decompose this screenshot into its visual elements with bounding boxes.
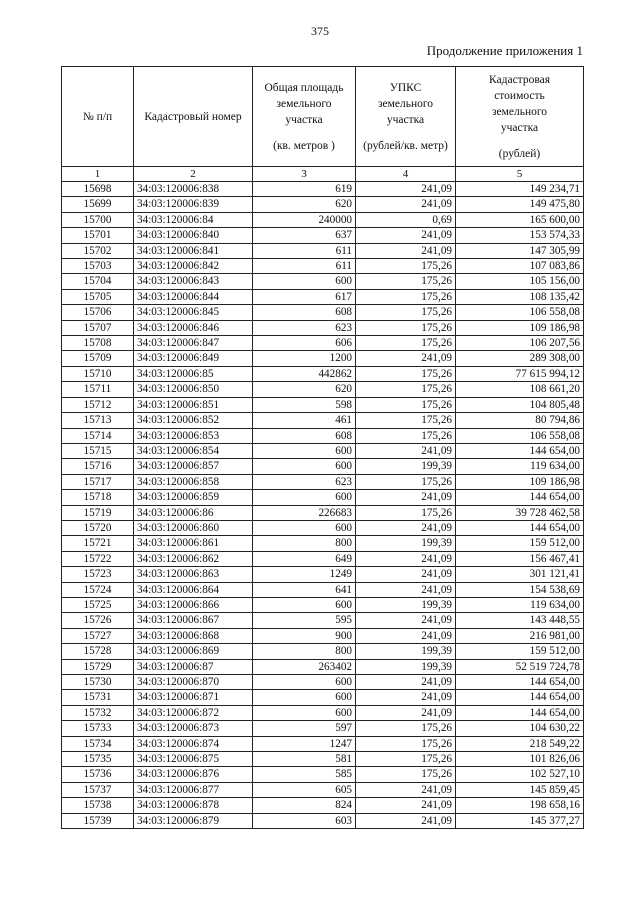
cadastral-value: 198 658,16	[456, 798, 584, 813]
upks-value: 241,09	[356, 182, 456, 197]
row-number: 15715	[62, 443, 134, 458]
area-value: 600	[253, 690, 356, 705]
cadastral-number: 34:03:120006:861	[134, 536, 253, 551]
cadastral-number: 34:03:120006:844	[134, 289, 253, 304]
table-row	[62, 659, 584, 674]
row-number: 15707	[62, 320, 134, 335]
table-row	[62, 782, 584, 797]
table-row	[62, 259, 584, 274]
table-row	[62, 366, 584, 381]
table-row	[62, 536, 584, 551]
table-row	[62, 520, 584, 535]
area-value: 598	[253, 397, 356, 412]
row-number: 15706	[62, 305, 134, 320]
upks-value: 241,09	[356, 243, 456, 258]
col-header-area: Общая площадь земельного участка (кв. метров )	[253, 67, 356, 167]
row-number: 15723	[62, 567, 134, 582]
row-number: 15702	[62, 243, 134, 258]
upks-value: 241,09	[356, 582, 456, 597]
row-number: 15730	[62, 675, 134, 690]
upks-value: 175,26	[356, 289, 456, 304]
upks-value: 175,26	[356, 320, 456, 335]
upks-value: 199,39	[356, 459, 456, 474]
cadastral-number: 34:03:120006:867	[134, 613, 253, 628]
cadastral-number: 34:03:120006:857	[134, 459, 253, 474]
col-index: 4	[356, 167, 456, 182]
row-number: 15713	[62, 413, 134, 428]
cadastral-number: 34:03:120006:860	[134, 520, 253, 535]
cadastral-number: 34:03:120006:86	[134, 505, 253, 520]
column-index-row	[62, 167, 584, 182]
cadastral-number: 34:03:120006:873	[134, 721, 253, 736]
upks-value: 175,26	[356, 428, 456, 443]
upks-value: 175,26	[356, 366, 456, 381]
cadastral-value: 218 549,22	[456, 736, 584, 751]
row-number: 15720	[62, 520, 134, 535]
table-row	[62, 705, 584, 720]
table-row	[62, 428, 584, 443]
upks-value: 175,26	[356, 397, 456, 412]
row-number: 15725	[62, 597, 134, 612]
table-row	[62, 628, 584, 643]
table-row	[62, 443, 584, 458]
cadastral-value: 144 654,00	[456, 443, 584, 458]
cadastral-value: 159 512,00	[456, 536, 584, 551]
area-value: 600	[253, 490, 356, 505]
cadastral-value: 145 377,27	[456, 813, 584, 828]
upks-value: 241,09	[356, 813, 456, 828]
row-number: 15698	[62, 182, 134, 197]
cadastral-value: 153 574,33	[456, 228, 584, 243]
row-number: 15712	[62, 397, 134, 412]
cadastral-number: 34:03:120006:843	[134, 274, 253, 289]
area-value: 600	[253, 443, 356, 458]
area-value: 600	[253, 459, 356, 474]
cadastral-number: 34:03:120006:85	[134, 366, 253, 381]
cadastral-number: 34:03:120006:851	[134, 397, 253, 412]
cadastral-number: 34:03:120006:840	[134, 228, 253, 243]
cadastral-value: 77 615 994,12	[456, 366, 584, 381]
table-row	[62, 305, 584, 320]
area-value: 641	[253, 582, 356, 597]
cadastral-number: 34:03:120006:847	[134, 336, 253, 351]
col-index: 1	[62, 167, 134, 182]
row-number: 15699	[62, 197, 134, 212]
row-number: 15703	[62, 259, 134, 274]
page-number: 375	[311, 24, 329, 38]
cadastral-number: 34:03:120006:877	[134, 782, 253, 797]
row-number: 15719	[62, 505, 134, 520]
area-unit: (кв. метров )	[273, 139, 335, 152]
area-value: 649	[253, 551, 356, 566]
table-row	[62, 582, 584, 597]
upks-value: 241,09	[356, 443, 456, 458]
area-value: 620	[253, 197, 356, 212]
area-value: 603	[253, 813, 356, 828]
table-row	[62, 289, 584, 304]
row-number: 15738	[62, 798, 134, 813]
upks-unit: (рублей/кв. метр)	[363, 139, 448, 152]
cadastral-number: 34:03:120006:878	[134, 798, 253, 813]
cadastral-number: 34:03:120006:871	[134, 690, 253, 705]
row-number: 15705	[62, 289, 134, 304]
cadastral-number: 34:03:120006:842	[134, 259, 253, 274]
cadastral-value: 104 805,48	[456, 397, 584, 412]
area-value: 461	[253, 413, 356, 428]
row-number: 15726	[62, 613, 134, 628]
value-unit: (рублей)	[498, 147, 541, 160]
table-row	[62, 474, 584, 489]
row-number: 15701	[62, 228, 134, 243]
cadastral-value: 102 527,10	[456, 767, 584, 782]
table-row	[62, 228, 584, 243]
area-value: 581	[253, 752, 356, 767]
cadastral-number: 34:03:120006:839	[134, 197, 253, 212]
table-row	[62, 320, 584, 335]
upks-value: 199,39	[356, 659, 456, 674]
upks-value: 175,26	[356, 336, 456, 351]
upks-value: 175,26	[356, 767, 456, 782]
cadastral-value: 149 234,71	[456, 182, 584, 197]
table-row	[62, 397, 584, 412]
cadastral-number: 34:03:120006:87	[134, 659, 253, 674]
table-row	[62, 197, 584, 212]
cadastral-value: 144 654,00	[456, 705, 584, 720]
cadastral-number: 34:03:120006:864	[134, 582, 253, 597]
cadastral-number: 34:03:120006:84	[134, 212, 253, 227]
area-value: 800	[253, 536, 356, 551]
cadastral-value: 156 467,41	[456, 551, 584, 566]
cadastral-number: 34:03:120006:879	[134, 813, 253, 828]
appendix-continuation-note: Продолжение приложения 1	[426, 43, 583, 58]
col-index: 3	[253, 167, 356, 182]
upks-value: 175,26	[356, 274, 456, 289]
cadastral-number: 34:03:120006:846	[134, 320, 253, 335]
cadastral-value: 119 634,00	[456, 597, 584, 612]
row-number: 15717	[62, 474, 134, 489]
upks-value: 175,26	[356, 474, 456, 489]
area-value: 263402	[253, 659, 356, 674]
table-row	[62, 690, 584, 705]
table-row	[62, 752, 584, 767]
area-value: 600	[253, 597, 356, 612]
upks-value: 241,09	[356, 351, 456, 366]
cadastral-value: 289 308,00	[456, 351, 584, 366]
cadastral-number: 34:03:120006:875	[134, 752, 253, 767]
upks-value: 241,09	[356, 490, 456, 505]
cadastral-value: 107 083,86	[456, 259, 584, 274]
area-value: 637	[253, 228, 356, 243]
upks-value: 241,09	[356, 628, 456, 643]
table-row	[62, 274, 584, 289]
upks-value: 241,09	[356, 705, 456, 720]
table-row	[62, 413, 584, 428]
table-row	[62, 212, 584, 227]
upks-value: 175,26	[356, 736, 456, 751]
cadastral-number: 34:03:120006:858	[134, 474, 253, 489]
table-row	[62, 644, 584, 659]
cadastral-value: 301 121,41	[456, 567, 584, 582]
col-header-upks: УПКС земельного участка (рублей/кв. метр)	[356, 67, 456, 167]
table-row	[62, 736, 584, 751]
table-row	[62, 182, 584, 197]
row-number: 15722	[62, 551, 134, 566]
area-value: 600	[253, 274, 356, 289]
cadastral-value: 145 859,45	[456, 782, 584, 797]
area-value: 1249	[253, 567, 356, 582]
table-row	[62, 567, 584, 582]
cadastral-value: 106 207,56	[456, 336, 584, 351]
cadastral-value: 147 305,99	[456, 243, 584, 258]
row-number: 15711	[62, 382, 134, 397]
area-value: 900	[253, 628, 356, 643]
row-number: 15731	[62, 690, 134, 705]
area-value: 623	[253, 474, 356, 489]
table-row	[62, 767, 584, 782]
cadastral-number: 34:03:120006:863	[134, 567, 253, 582]
area-value: 605	[253, 782, 356, 797]
table-row	[62, 551, 584, 566]
cadastral-value: 39 728 462,58	[456, 505, 584, 520]
table-row	[62, 336, 584, 351]
table-row	[62, 505, 584, 520]
table-row	[62, 351, 584, 366]
row-number: 15724	[62, 582, 134, 597]
table-row	[62, 490, 584, 505]
upks-value: 241,09	[356, 782, 456, 797]
row-number: 15733	[62, 721, 134, 736]
area-value: 608	[253, 428, 356, 443]
row-number: 15737	[62, 782, 134, 797]
row-number: 15736	[62, 767, 134, 782]
upks-value: 175,26	[356, 505, 456, 520]
area-value: 608	[253, 305, 356, 320]
cadastral-value: 108 135,42	[456, 289, 584, 304]
cadastral-value: 80 794,86	[456, 413, 584, 428]
cadastral-number: 34:03:120006:868	[134, 628, 253, 643]
area-value: 824	[253, 798, 356, 813]
row-number: 15732	[62, 705, 134, 720]
col-header-cadastral-value: Кадастровая стоимость земельного участка (рублей)	[456, 67, 584, 167]
cadastral-number: 34:03:120006:862	[134, 551, 253, 566]
row-number: 15721	[62, 536, 134, 551]
row-number: 15734	[62, 736, 134, 751]
cadastral-value: 104 630,22	[456, 721, 584, 736]
cadastral-value: 119 634,00	[456, 459, 584, 474]
upks-value: 241,09	[356, 613, 456, 628]
cadastral-value: 109 186,98	[456, 474, 584, 489]
area-value: 619	[253, 182, 356, 197]
header-row	[62, 67, 584, 167]
row-number: 15708	[62, 336, 134, 351]
table-row	[62, 243, 584, 258]
area-value: 226683	[253, 505, 356, 520]
cadastral-value: 165 600,00	[456, 212, 584, 227]
cadastral-number: 34:03:120006:845	[134, 305, 253, 320]
area-value: 600	[253, 705, 356, 720]
upks-value: 241,09	[356, 520, 456, 535]
table-row	[62, 459, 584, 474]
row-number: 15709	[62, 351, 134, 366]
upks-value: 175,26	[356, 382, 456, 397]
cadastral-value: 154 538,69	[456, 582, 584, 597]
table-row	[62, 798, 584, 813]
cadastral-number: 34:03:120006:838	[134, 182, 253, 197]
area-value: 595	[253, 613, 356, 628]
area-value: 606	[253, 336, 356, 351]
table-row	[62, 813, 584, 828]
table-row	[62, 382, 584, 397]
area-value: 617	[253, 289, 356, 304]
upks-value: 241,09	[356, 690, 456, 705]
area-value: 623	[253, 320, 356, 335]
upks-value: 199,39	[356, 536, 456, 551]
cadastral-number: 34:03:120006:872	[134, 705, 253, 720]
upks-value: 0,69	[356, 212, 456, 227]
cadastral-number: 34:03:120006:854	[134, 443, 253, 458]
cadastral-value: 109 186,98	[456, 320, 584, 335]
area-value: 620	[253, 382, 356, 397]
cadastral-number: 34:03:120006:874	[134, 736, 253, 751]
area-value: 800	[253, 644, 356, 659]
area-value: 442862	[253, 366, 356, 381]
upks-value: 175,26	[356, 305, 456, 320]
upks-value: 175,26	[356, 721, 456, 736]
cadastral-number: 34:03:120006:870	[134, 675, 253, 690]
cadastral-value: 149 475,80	[456, 197, 584, 212]
upks-value: 241,09	[356, 798, 456, 813]
area-value: 600	[253, 520, 356, 535]
cadastral-value: 108 661,20	[456, 382, 584, 397]
cadastral-value: 143 448,55	[456, 613, 584, 628]
table-body	[62, 182, 584, 829]
upks-value: 175,26	[356, 413, 456, 428]
cadastral-value: 101 826,06	[456, 752, 584, 767]
upks-value: 241,09	[356, 675, 456, 690]
table-row	[62, 675, 584, 690]
upks-value: 175,26	[356, 752, 456, 767]
cadastral-value: 144 654,00	[456, 520, 584, 535]
table-row	[62, 597, 584, 612]
upks-value: 241,09	[356, 567, 456, 582]
cadastral-value: 144 654,00	[456, 675, 584, 690]
row-number: 15716	[62, 459, 134, 474]
col-index: 2	[134, 167, 253, 182]
col-header-cadastral-number: Кадастровый номер	[134, 67, 253, 167]
col-index: 5	[456, 167, 584, 182]
row-number: 15727	[62, 628, 134, 643]
area-value: 597	[253, 721, 356, 736]
cadastral-value: 159 512,00	[456, 644, 584, 659]
cadastral-value: 52 519 724,78	[456, 659, 584, 674]
upks-value: 241,09	[356, 551, 456, 566]
cadastral-number: 34:03:120006:852	[134, 413, 253, 428]
row-number: 15704	[62, 274, 134, 289]
area-value: 611	[253, 259, 356, 274]
cadastral-value: 144 654,00	[456, 490, 584, 505]
row-number: 15739	[62, 813, 134, 828]
row-number: 15710	[62, 366, 134, 381]
cadastral-number: 34:03:120006:850	[134, 382, 253, 397]
area-value: 585	[253, 767, 356, 782]
upks-value: 199,39	[356, 644, 456, 659]
row-number: 15700	[62, 212, 134, 227]
cadastral-value-table	[61, 66, 584, 829]
cadastral-value: 216 981,00	[456, 628, 584, 643]
table-row	[62, 721, 584, 736]
col-header-number: № п/п	[62, 67, 134, 167]
row-number: 15735	[62, 752, 134, 767]
cadastral-number: 34:03:120006:849	[134, 351, 253, 366]
area-value: 600	[253, 675, 356, 690]
row-number: 15728	[62, 644, 134, 659]
cadastral-value: 106 558,08	[456, 428, 584, 443]
row-number: 15714	[62, 428, 134, 443]
upks-value: 241,09	[356, 197, 456, 212]
cadastral-number: 34:03:120006:876	[134, 767, 253, 782]
row-number: 15729	[62, 659, 134, 674]
cadastral-number: 34:03:120006:853	[134, 428, 253, 443]
cadastral-value: 144 654,00	[456, 690, 584, 705]
area-value: 611	[253, 243, 356, 258]
upks-value: 199,39	[356, 597, 456, 612]
area-value: 1200	[253, 351, 356, 366]
cadastral-number: 34:03:120006:859	[134, 490, 253, 505]
table-row	[62, 613, 584, 628]
cadastral-value: 105 156,00	[456, 274, 584, 289]
cadastral-number: 34:03:120006:866	[134, 597, 253, 612]
upks-value: 241,09	[356, 228, 456, 243]
upks-value: 175,26	[356, 259, 456, 274]
area-value: 240000	[253, 212, 356, 227]
row-number: 15718	[62, 490, 134, 505]
cadastral-value: 106 558,08	[456, 305, 584, 320]
area-value: 1247	[253, 736, 356, 751]
cadastral-number: 34:03:120006:841	[134, 243, 253, 258]
cadastral-number: 34:03:120006:869	[134, 644, 253, 659]
